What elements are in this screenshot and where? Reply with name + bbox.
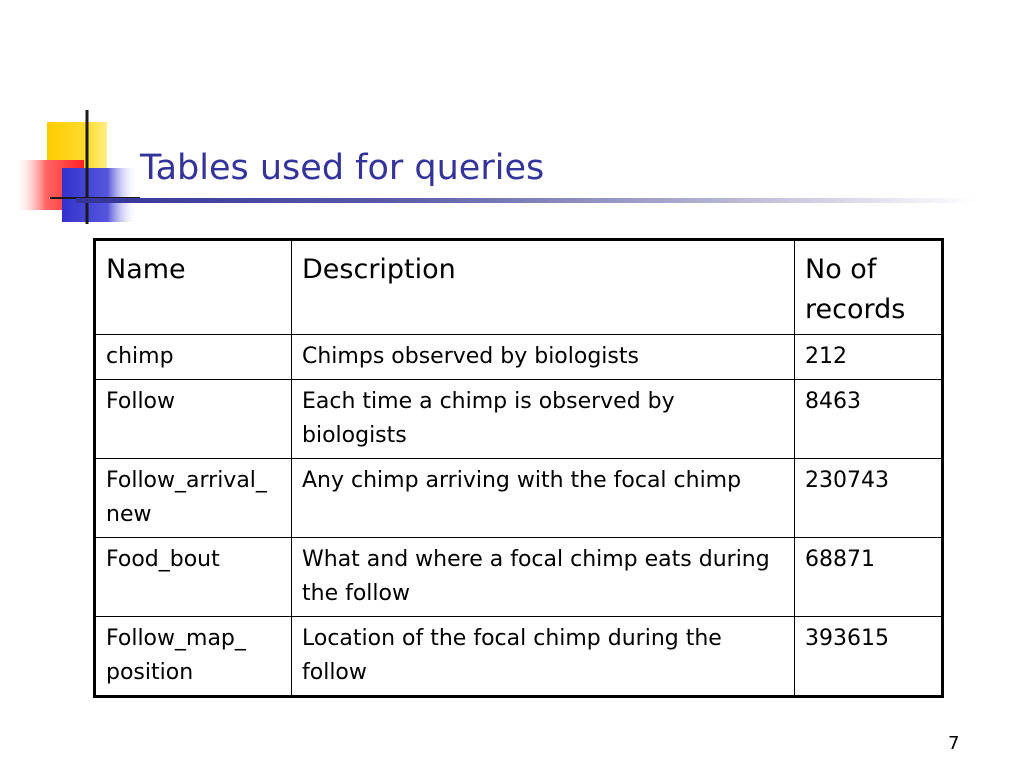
slide-logo-decoration bbox=[0, 0, 140, 240]
cell-records: 8463 bbox=[795, 380, 943, 459]
cell-description: Any chimp arriving with the focal chimp bbox=[292, 459, 795, 538]
cell-records: 230743 bbox=[795, 459, 943, 538]
cell-name: Follow_map_ position bbox=[95, 617, 292, 697]
title-underline bbox=[76, 198, 976, 203]
header-description: Description bbox=[292, 240, 795, 335]
queries-table bbox=[93, 238, 944, 698]
cell-description: What and where a focal chimp eats during the follow bbox=[292, 538, 795, 617]
table-row bbox=[95, 617, 943, 697]
cell-description: Chimps observed by biologists bbox=[292, 335, 795, 380]
table-row bbox=[95, 380, 943, 459]
cell-description: Each time a chimp is observed by biologists bbox=[292, 380, 795, 459]
table-row bbox=[95, 538, 943, 617]
table-row bbox=[95, 335, 943, 380]
cell-name: Follow bbox=[95, 380, 292, 459]
cell-records: 393615 bbox=[795, 617, 943, 697]
cell-records: 212 bbox=[795, 335, 943, 380]
cell-name: Follow_arrival_ new bbox=[95, 459, 292, 538]
table-header-row bbox=[95, 240, 943, 335]
header-no-of-records: No of records bbox=[795, 240, 943, 335]
header-name: Name bbox=[95, 240, 292, 335]
logo-blue-bar bbox=[62, 168, 138, 222]
cell-name: Food_bout bbox=[95, 538, 292, 617]
slide-title: Tables used for queries bbox=[140, 148, 545, 188]
page-number: 7 bbox=[948, 733, 960, 754]
cell-records: 68871 bbox=[795, 538, 943, 617]
cell-name: chimp bbox=[95, 335, 292, 380]
table-row bbox=[95, 459, 943, 538]
cell-description: Location of the focal chimp during the follow bbox=[292, 617, 795, 697]
